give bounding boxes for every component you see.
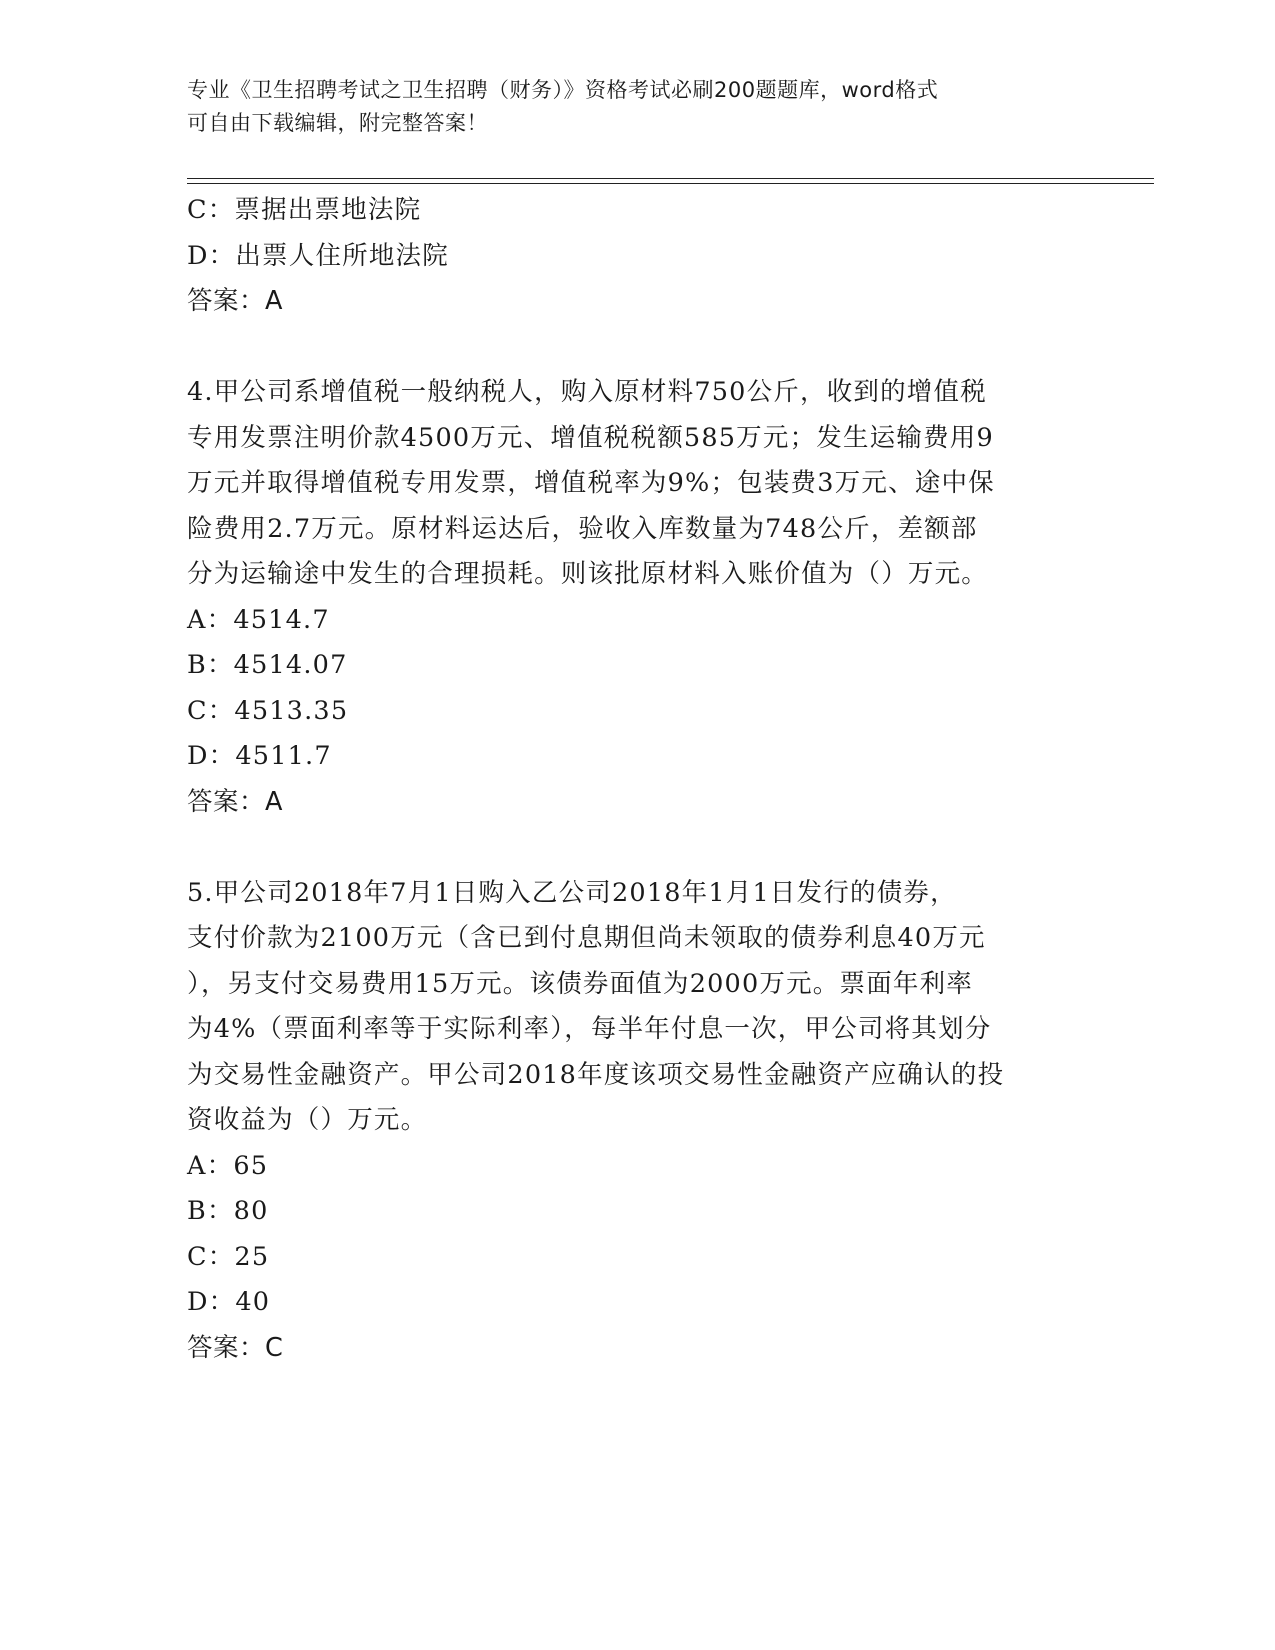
q5-stem-line: 为4%（票面利率等于实际利率），每半年付息一次，甲公司将其划分 <box>187 1014 992 1044</box>
header-title-line-1: 专业《卫生招聘考试之卫生招聘（财务）》资格考试必刷200题题库，word格式 <box>187 78 939 102</box>
q4-option-c: C：4513.35 <box>187 695 349 726</box>
q3-option-c: C：票据出票地法院 <box>187 195 422 225</box>
q4-stem-line: 万元并取得增值税专用发票，增值税率为9%；包装费3万元、途中保 <box>187 468 995 498</box>
q4-option-a: A：4514.7 <box>187 604 330 635</box>
q5-option-d: D：40 <box>187 1287 271 1317</box>
q5-stem-line: 支付价款为2100万元（含已到付息期但尚未领取的债券利息40万元 <box>187 923 986 953</box>
q5-stem-line: ），另支付交易费用15万元。该债券面值为2000万元。票面年利率 <box>187 968 973 999</box>
q5-stem-line: 为交易性金融资产。甲公司2018年度该项交易性金融资产应确认的投 <box>187 1059 1005 1090</box>
q4-stem-line: 专用发票注明价款4500万元、增值税税额585万元；发生运输费用9 <box>187 422 994 453</box>
q5-answer: 答案：C <box>187 1332 284 1363</box>
q5-option-a: A：65 <box>187 1150 269 1181</box>
spacer <box>187 825 1067 871</box>
q4-stem-line: 分为运输途中发生的合理损耗。则该批原材料入账价值为（）万元。 <box>187 559 989 589</box>
q4-option-b: B：4514.07 <box>187 650 348 680</box>
q4-stem-line: 险费用2.7万元。原材料运达后，验收入库数量为748公斤，差额部 <box>187 513 978 544</box>
q5-stem-line: 资收益为（）万元。 <box>187 1105 428 1135</box>
header-divider-bottom <box>187 183 1154 184</box>
q3-option-d: D：出票人住所地法院 <box>187 240 449 271</box>
question-3-block <box>187 188 1067 325</box>
q3-answer: 答案：A <box>187 286 283 316</box>
header-divider-top <box>187 178 1154 179</box>
q5-option-c: C：25 <box>187 1241 270 1272</box>
q4-stem-line: 4.甲公司系增值税一般纳税人，购入原材料750公斤，收到的增值税 <box>187 377 987 407</box>
question-content <box>187 188 1067 1371</box>
q5-option-b: B：80 <box>187 1196 269 1226</box>
question-4-block <box>187 370 1067 825</box>
question-5-block <box>187 871 1067 1372</box>
header-title-line-2: 可自由下载编辑，附完整答案！ <box>187 111 488 135</box>
q4-option-d: D：4511.7 <box>187 741 332 771</box>
q5-stem-line: 5.甲公司2018年7月1日购入乙公司2018年1月1日发行的债券， <box>187 877 957 908</box>
document-header <box>187 74 1067 140</box>
q4-answer: 答案：A <box>187 786 283 817</box>
spacer <box>187 325 1067 371</box>
